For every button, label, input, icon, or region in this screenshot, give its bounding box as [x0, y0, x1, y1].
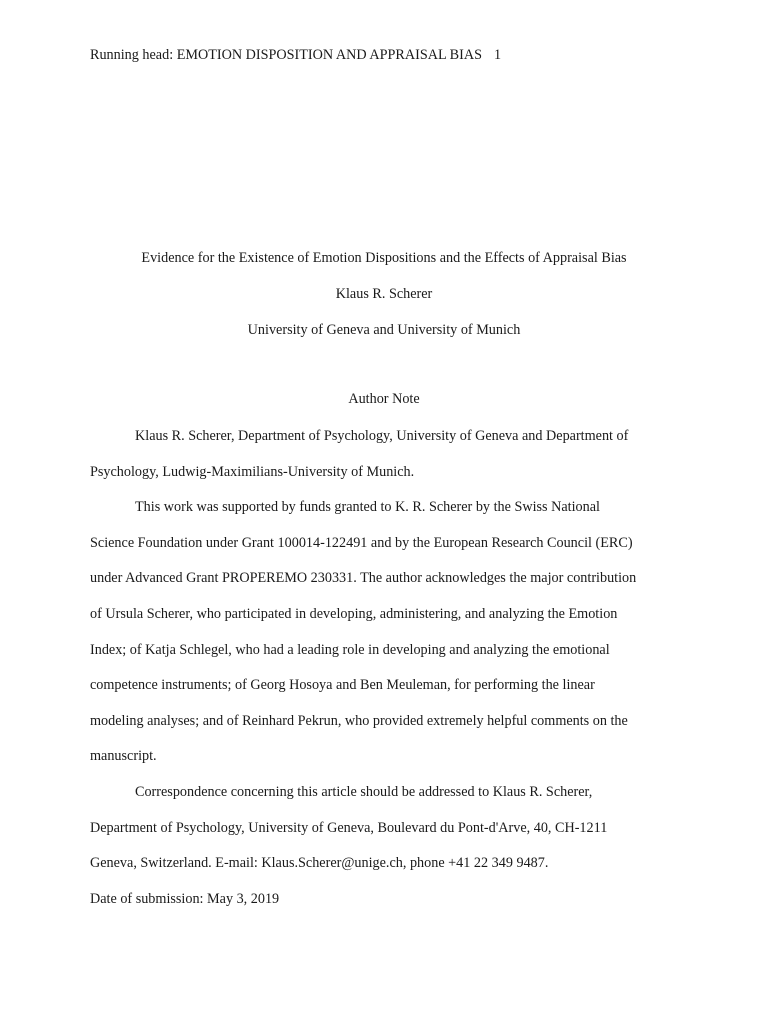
author-note-line: Correspondence concerning this article should be addressed to Klaus R. Scherer,: [135, 783, 593, 800]
title-block: [0, 248, 768, 356]
running-head-text: Running head: EMOTION DISPOSITION AND APPRAISAL BIAS: [90, 47, 483, 63]
author-name: Klaus R. Scherer: [335, 286, 433, 302]
author-note-body: [90, 426, 680, 924]
author-note-line: Geneva, Switzerland. E-mail: Klaus.Scherer@unige.ch, phone +41 22 349 9487.: [90, 855, 549, 872]
author-note-line: manuscript.: [90, 748, 157, 765]
page-number: 1: [494, 47, 502, 63]
author-note-line: Klaus R. Scherer, Department of Psychology, University of Geneva and Department of: [135, 428, 629, 444]
author-note-line: competence instruments; of Georg Hosoya and Ben Meuleman, for performing the linear: [90, 677, 595, 694]
author-note-line: Department of Psychology, University of Geneva, Boulevard du Pont-d'Arve, 40, CH-1211: [90, 819, 608, 836]
author-note-line: Index; of Katja Schlegel, who had a leading role in developing and analyzing the emotional: [90, 641, 610, 658]
running-head: [90, 47, 501, 64]
author-note-heading: Author Note: [348, 391, 420, 407]
author-affiliation: University of Geneva and University of Munich: [247, 322, 521, 338]
submission-date: Date of submission: May 3, 2019: [90, 890, 280, 907]
paper-title: Evidence for the Existence of Emotion Dispositions and the Effects of Appraisal Bias: [141, 250, 627, 266]
author-note-line: of Ursula Scherer, who participated in developing, administering, and analyzing the Emotion: [90, 605, 618, 622]
author-note-line: modeling analyses; and of Reinhard Pekrun, who provided extremely helpful comments on the: [90, 712, 628, 729]
author-note-line: Science Foundation under Grant 100014-122491 and by the European Research Council (ERC): [90, 534, 633, 551]
author-note-line: This work was supported by funds granted to K. R. Scherer by the Swiss National: [135, 499, 600, 516]
author-note-line: under Advanced Grant PROPEREMO 230331. The author acknowledges the major contribution: [90, 570, 637, 587]
author-note-line: Psychology, Ludwig-Maximilians-University of Munich.: [90, 463, 415, 480]
